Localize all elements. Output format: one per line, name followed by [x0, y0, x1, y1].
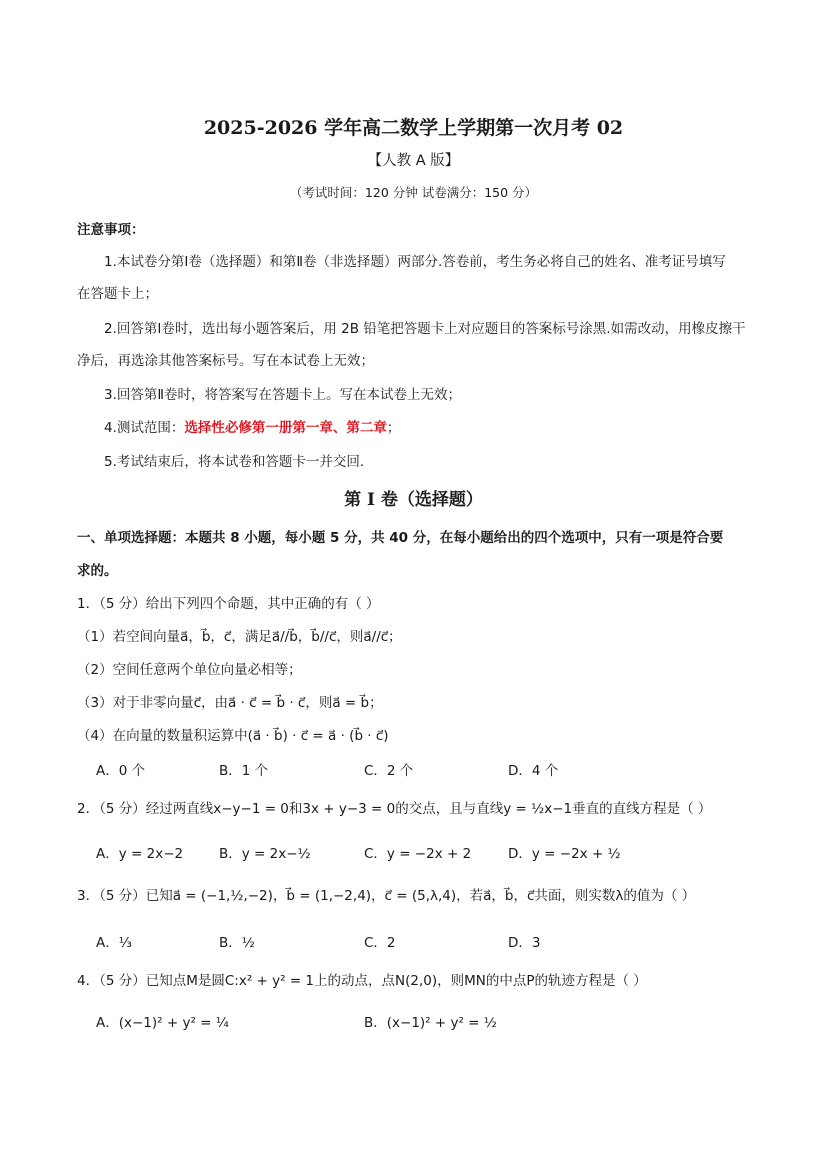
notice-item-4 — [104, 416, 400, 436]
notice-item-5: 5.考试结束后，将本试卷和答题卡一并交回. — [104, 454, 365, 470]
question-1-option-c: C．2 个 — [364, 763, 414, 779]
question-1-statement-1: （1）若空间向量a⃗，b⃗，c⃗，满足a⃗//b⃗，b⃗//c⃗，则a⃗//c⃗； — [77, 629, 402, 645]
notice-item-4-suffix: ； — [386, 420, 401, 436]
question-2-option-a: A．y = 2x−2 — [96, 846, 184, 862]
exam-title: 2025-2026 学年高二数学上学期第一次月考 02 — [203, 117, 624, 139]
edition-label: 【人教 A 版】 — [367, 153, 460, 169]
question-4-option-b: B．(x−1)² + y² = ½ — [364, 1015, 497, 1031]
section-title: 第 I 卷（选择题） — [344, 490, 483, 510]
section-instructions-line-1: 一、单项选择题：本题共 8 小题，每小题 5 分，共 40 分，在每小题给出的四个选项中，只有一项是符合要 — [77, 530, 724, 546]
question-4-option-a: A．(x−1)² + y² = ¼ — [96, 1015, 229, 1031]
notice-item-2-line-1: 2.回答第Ⅰ卷时，选出每小题答案后，用 2B 铅笔把答题卡上对应题目的答案标号涂黑.如需改动，用橡皮擦干 — [104, 321, 746, 337]
question-3-option-b: B．½ — [219, 935, 255, 951]
question-4-stem: 4．（5 分）已知点M是圆C:x² + y² = 1上的动点，点N(2,0)，则MN的中点P的轨迹方程是（ ） — [77, 973, 647, 989]
question-2-stem: 2．（5 分）经过两直线x−y−1 = 0和3x + y−3 = 0的交点，且与直线y = ½x−1垂直的直线方程是（ ） — [77, 801, 712, 817]
section-instructions-line-2: 求的。 — [77, 563, 118, 579]
question-3-option-c: C．2 — [364, 935, 396, 951]
notice-item-2-line-2: 净后，再选涂其他答案标号。写在本试卷上无效； — [77, 353, 374, 369]
notice-item-4-prefix: 4.测试范围： — [104, 420, 185, 436]
question-1-statement-3: （3）对于非零向量c⃗，由a⃗ · c⃗ = b⃗ · c⃗，则a⃗ = b⃗； — [77, 695, 383, 711]
notice-item-1-line-2: 在答题卡上； — [77, 286, 158, 302]
question-1-option-b: B．1 个 — [219, 763, 269, 779]
question-2-option-d: D．y = −2x + ½ — [508, 846, 621, 862]
exam-timing: （考试时间：120 分钟 试卷满分：150 分） — [289, 185, 538, 200]
question-3-stem: 3．（5 分）已知a⃗ = (−1,½,−2)，b⃗ = (1,−2,4)，c⃗ = (5,λ,4)，若a⃗，b⃗，c⃗共面，则实数λ的值为（ ） — [77, 888, 696, 904]
test-scope: 选择性必修第一册第一章、第二章 — [184, 420, 387, 436]
notice-item-1-line-1: 1.本试卷分第Ⅰ卷（选择题）和第Ⅱ卷（非选择题）两部分.答卷前，考生务必将自己的姓名、准考证号填写 — [104, 254, 726, 270]
question-2-option-c: C．y = −2x + 2 — [364, 846, 472, 862]
question-1-stem: 1．（5 分）给出下列四个命题，其中正确的有（ ） — [77, 596, 380, 612]
question-1-statement-4: （4）在向量的数量积运算中(a⃗ · b⃗) · c⃗ = a⃗ · (b⃗ · c⃗) — [77, 728, 389, 744]
question-1-option-d: D．4 个 — [508, 763, 559, 779]
question-3-option-a: A．⅓ — [96, 935, 132, 951]
notice-heading: 注意事项： — [77, 222, 145, 238]
notice-item-3: 3.回答第Ⅱ卷时，将答案写在答题卡上。写在本试卷上无效； — [104, 387, 462, 403]
question-3-option-d: D．3 — [508, 935, 541, 951]
question-1-option-a: A．0 个 — [96, 763, 146, 779]
question-1-statement-2: （2）空间任意两个单位向量必相等； — [77, 662, 302, 678]
question-2-option-b: B．y = 2x−½ — [219, 846, 311, 862]
